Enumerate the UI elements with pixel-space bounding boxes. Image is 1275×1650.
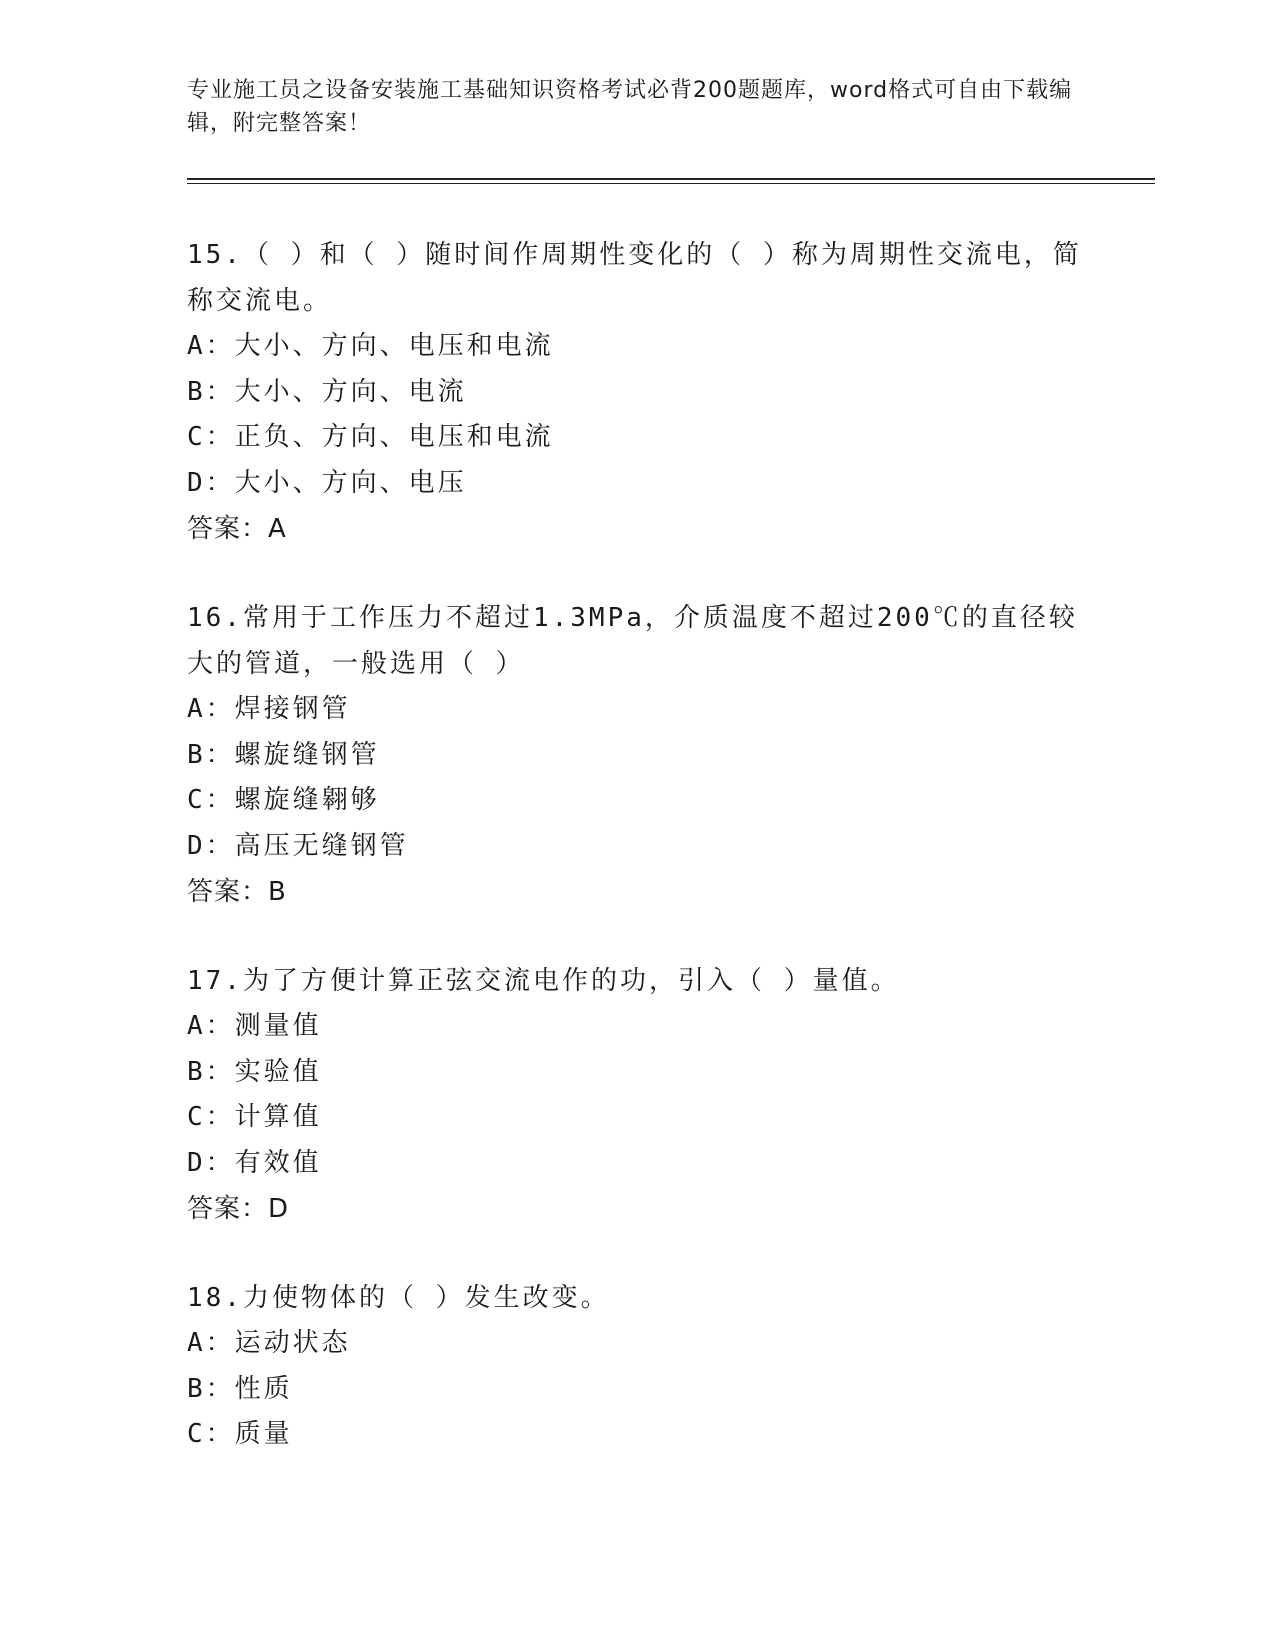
question-stem: 15.（ ）和（ ）随时间作周期性变化的（ ）称为周期性交流电，简称交流电。: [187, 240, 1082, 316]
option-b: B：性质: [187, 1373, 293, 1404]
question-stem: 17.为了方便计算正弦交流电作的功，引入（ ）量值。: [187, 966, 900, 996]
option-b: B：大小、方向、电流: [187, 376, 467, 407]
question-stem: 18.力使物体的（ ）发生改变。: [187, 1283, 610, 1313]
option-b: B：螺旋缝钢管: [187, 739, 380, 770]
answer: 答案：D: [187, 1194, 290, 1224]
option-c: C：质量: [187, 1419, 293, 1449]
header-divider-thin: [187, 183, 1155, 184]
document-header: 专业施工员之设备安装施工基础知识资格考试必背200题题库，word格式可自由下载编辑，附完整答案！: [187, 78, 1073, 136]
answer: 答案：A: [187, 514, 287, 544]
option-b: B：实验值: [187, 1056, 322, 1087]
option-c: C：螺旋缝翱够: [187, 785, 380, 815]
option-a: A：焊接钢管: [187, 694, 351, 724]
answer: 答案：B: [187, 877, 287, 907]
question-15: [187, 232, 1087, 552]
option-d: D：大小、方向、电压: [187, 467, 467, 498]
option-d: D：有效值: [187, 1147, 322, 1178]
option-a: A：运动状态: [187, 1328, 351, 1358]
option-a: A：测量值: [187, 1011, 322, 1041]
option-a: A：大小、方向、电压和电流: [187, 331, 554, 361]
option-c: C：正负、方向、电压和电流: [187, 422, 554, 452]
option-c: C：计算值: [187, 1102, 322, 1132]
question-17: [187, 958, 1087, 1232]
question-18: [187, 1275, 1087, 1458]
question-list: [187, 232, 1087, 1501]
header-divider-thick: [187, 178, 1155, 180]
question-16: [187, 595, 1087, 915]
option-d: D：高压无缝钢管: [187, 830, 409, 861]
question-stem: 16.常用于工作压力不超过1.3MPa，介质温度不超过200℃的直径较大的管道，一般选用（ ）: [187, 603, 1078, 679]
